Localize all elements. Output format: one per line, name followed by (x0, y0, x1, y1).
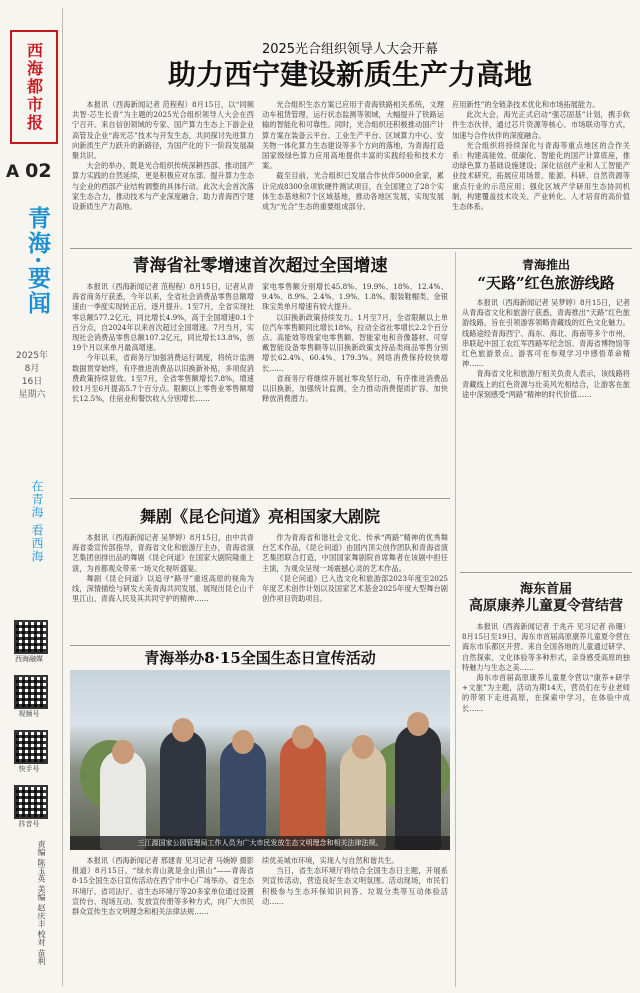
paragraph: 光合组织生态方案已应用于青海铁路相关系统，文理动车租赁管理、运行状态监测等领域，大幅提升了铁路运输的智能化和可靠性。同时，光合组织还积极推动国产计算方案在装备云平台、工业生产平台、区域算力中心、安关物一体化算力生态建设等多个方向的落地，为青海打造国家级绿色算力应用高地提供丰富的实践经验和技术方案。 (262, 100, 444, 171)
paragraph: 本报讯（西海新闻记者 邢建青 见习记者 马婉婷 摄影报道）8月15日，“绿水青山就是金山银山”——青海省8·15全国生态日宣传活动在西宁市中心广场举办。省生态环境厅、省司法厅、省生态环境厅等20多家单位通过设置宣传台、现场互动、发放宣传册等多种方式，向广大市民群众宣传生态文明理念和相关法律法规…… (72, 856, 254, 917)
article2-column-1 (72, 282, 254, 492)
side2-headline[interactable]: 高原康养儿童夏令营结营 (469, 598, 623, 614)
date-day: 16日 (21, 377, 43, 387)
article3-column-2 (262, 533, 448, 641)
person-head (292, 725, 314, 749)
person-figure (340, 745, 386, 850)
qr-label: 视频号 (18, 710, 40, 718)
side2-body (462, 622, 630, 986)
section-divider (70, 645, 450, 646)
paragraph: 本报讯（西海新闻记者 于兆卉 见习记者 孙珊）8月15日至19日，海东市首届高原康养儿童夏令营在海东市乐都区开营。来自全国各地的儿童通过研学、自然探索、文化体验等多种形式，亲身感受高原的独特魅力与生态之美…… (462, 622, 630, 672)
person-head (112, 740, 134, 764)
paragraph: 大会的举办，既是光合组织传统深耕西部、推动国产算力实践的自然延续，更是积极应对东部、提升算力生态与企业的西部产业结构调整的具体行动。此次大会首次落家生态合力，推动技术与产业深度融合，助力青海西宁建设新质生产力高地。 (72, 161, 254, 212)
paragraph: 海东市首届高原康养儿童夏令营以“康养+研学+文旅”为主题，活动为期14天，营员们在专业老师的带领下走进高原，在探索中学习，在体验中成长…… (462, 673, 630, 713)
paragraph: 应用新性”的全链条技术优化和市场拓展能力。 (452, 100, 600, 109)
person-head (172, 718, 194, 742)
paragraph: 本报讯（西海新闻记者 范程程）8月15日，以“同频共智·芯生长青”为主题的2025光合组织领导人大会在西宁召开。来自信创领域的专家、国产算力生态上下游企业高管及企业“海光芯”技术与开发生态，共同探讨先进算力向新质生产力跃升的新路径，为国产化的下一阶段发展凝聚共识。 (72, 100, 254, 161)
event-photo[interactable] (70, 670, 450, 850)
person-figure (220, 740, 266, 850)
article4-column-2 (262, 856, 448, 986)
paragraph: 本报讯（西海新闻记者 范程程）8月15日，记者从青海省商务厅获悉，今年以来，全省社会消费品零售总额增速由一季度实现转正后，逐月提升。1至7月，全省实现社零总额577.2亿元，同比增长4.9%，高于全国增速0.1个百分点，自2024年以来首次超过全国增速。7月当月，实现社会消费品零售总额107.2亿元，同比增长13.8%，创19个月以来单月最高增速。 (72, 282, 254, 353)
publication-date (8, 350, 56, 402)
qr-code-icon (14, 620, 48, 654)
paragraph: 当日，省生态环境厅将结合全国生态日主题，开展系列宣传活动，营造良好生态文明氛围。活动现场，市民们积极参与生态环保知识问答、垃圾分类等互动体验活动…… (262, 866, 448, 906)
paragraph: 以旧换新政策持续发力。1月至7月，全省限额以上单位汽车零售额同比增长18%，拉动全省社零增长2.2个百分点。高能效等级家电零售额、智能家电和音像器材、可穿戴智能设备零售额等以旧换新政策支持品类商品零售分别增长62.4%、60.4%、179.3%。网络消费保持较快增长…… (262, 312, 448, 373)
person-figure (280, 735, 326, 850)
section-title: 青海·要闻 (24, 206, 51, 317)
qr-label: 抖音号 (18, 820, 40, 828)
side2-kicker: 海东首届 (519, 582, 572, 597)
qr-code-icon (14, 675, 48, 709)
article3-headline[interactable]: 舞剧《昆仑问道》亮相国家大剧院 (139, 507, 380, 526)
section-divider (70, 498, 450, 499)
qr-block-3[interactable] (14, 730, 54, 774)
qr-block-4[interactable] (14, 785, 54, 829)
column-divider (455, 252, 456, 987)
person-head (352, 735, 374, 759)
person-head (407, 712, 429, 736)
side1-kicker: 青海推出 (521, 258, 570, 272)
paragraph: 家电零售额分别增长45.8%、19.9%、18%、12.4%、9.4%、8.9%、2.4%、1.9%、1.8%。服装鞋帽类、金银珠宝类单月增速有较大提升。 (262, 282, 448, 312)
paragraph: 省商务厅将继续开展社零攻坚行动，有序推进消费品以旧换新，加强统计监测，全力推动消费提质扩容，加快释放消费潜力。 (262, 373, 448, 404)
article4-column-1 (72, 856, 254, 986)
article4-headline[interactable]: 青海举办8·15全国生态日宣传活动 (144, 649, 376, 667)
article2-column-2 (262, 282, 448, 492)
paragraph: 本报讯（西海新闻记者 吴梦婷）8月15日，由中共青海省委宣传部指导，青海省文化和旅游厅主办，青海省演艺集团创排出品的舞剧《昆仑问道》在国家大剧院隆重上演，为首都观众带来一场文化视听盛宴。 (72, 533, 254, 573)
page-number: 02 (25, 160, 52, 182)
lead-kicker: 2025光合组织领导人大会开幕 (261, 42, 439, 57)
person-figure (100, 750, 146, 850)
side1-headline[interactable]: “天路”红色旅游线路 (477, 274, 615, 292)
qr-code-icon (14, 730, 48, 764)
section-divider (460, 572, 632, 573)
date-weekday: 星期六 (18, 390, 46, 400)
paragraph: 截至目前，光合组织已发展合作伙伴5000余家，累计完成8300余项软硬件测试项目，在全国建立了28个实体生态基地和7个区域基地，推动各地区发展，实现发展成为“光合”生态的重要组成部分。 (262, 171, 444, 212)
editor-credits: 责编 陈玉英 美编 赵庆丰 校对 苗利 (37, 840, 46, 965)
side1-body (462, 298, 630, 568)
article3-column-1 (72, 533, 254, 641)
page-code (6, 160, 60, 182)
paragraph: 今年以来，省商务厅加强消费运行调度，将统计监测数据贯穿始终，有序推进消费品以旧换新补贴，多项促消费政策持续显效。1至7月，全省零售额增长7.8%，增速较1月至6月提高5.7个百分点。限额以上零售业零售额增长12.5%，住宿业和餐饮收入分别增长…… (72, 353, 254, 404)
paragraph: 此次大会，海光正式启动“强芯固基”计划，携手软件生态伙伴，通过芯片资源等核心、市场联动等方式，加速与合作伙伴的深度融合。 (452, 110, 630, 140)
paragraph: 《昆仑问道》已入选文化和旅游部2023年度至2025年度艺术创作计划以及国家艺术基金2025年度大型舞台剧创作项目资助项目。 (262, 573, 448, 604)
page-prefix: A (6, 162, 20, 182)
qr-label: 快手号 (18, 765, 40, 773)
paragraph: 作为青海省和谐社会文化、传承“两路”精神的优秀舞台艺术作品，《昆仑问道》由国内顶尖创作团队和青海省演艺集团联合打造，中国国家舞剧院首席舞者在该剧中担任主演，为观众呈现一场震撼心灵的艺术作品。 (262, 533, 448, 573)
person-head (232, 730, 254, 754)
qr-block-1[interactable] (14, 620, 54, 664)
qr-block-2[interactable] (14, 675, 54, 719)
lead-column-3 (452, 100, 630, 242)
newspaper-logo: 西海都市报 (10, 30, 58, 144)
qr-label: 西海融媒 (15, 655, 43, 663)
article2-headline[interactable]: 青海省社零增速首次超过全国增速 (132, 256, 388, 276)
masthead-divider (62, 8, 63, 986)
lead-column-2 (262, 100, 444, 242)
paragraph: 本报讯（西海新闻记者 吴梦婷）8月15日，记者从青海省文化和旅游厅获悉，青海推出“天路”红色旅游线路，旨在引领游客领略青藏线的红色文化魅力。线路途经青海西宁、海东、海北、海南等多个市州，串联起中国工农红军西路军纪念馆、青海省博物馆等红色旅游景点。游客可在参观学习中感悟革命精神…… (462, 298, 630, 369)
section-divider (70, 248, 632, 249)
date-year: 2025年 (16, 351, 48, 361)
lead-headline[interactable]: 助力西宁建设新质生产力高地 (167, 58, 532, 91)
date-month: 8月 (24, 364, 40, 374)
person-figure (160, 730, 206, 850)
paragraph: 舞剧《昆仑问道》以追寻“路寻”重返高原的视角为线，深情描绘与研发大美青海共同发展，展现出昆仑山千里江山、青海人民及其共同守护的精神…… (72, 573, 254, 604)
paragraph: 光合组织将持续深化与青海等重点地区的合作关系：构建高能效、低碳化、智能化的国产计算底座，推动绿色算力基础设施建设；深化信创产业和人工智能产业技术研究，拓展应用场景、能源、科研、自然资源等重点行业的示范应用；强化区域产学研用生态协同机制，构建覆盖技术攻关、产业转化、人才培育的高价值生态体系。 (452, 140, 630, 212)
paragraph: 青海省文化和旅游厅相关负责人表示，该线路将青藏线上的红色资源与壮美风光相结合，让游客在旅途中深刻感受“两路”精神的时代价值…… (462, 369, 630, 399)
qr-code-icon (14, 785, 48, 819)
paragraph: 续优美城市环境，实现人与自然和谐共生。 (262, 856, 399, 865)
slogan: 在青海 看西海 (30, 480, 44, 563)
lead-column-1 (72, 100, 254, 242)
photo-caption: 三江源国家公园管理局工作人员为广大市民发放生态文明理念和相关法律法规。 (70, 836, 450, 850)
person-figure (395, 725, 441, 850)
